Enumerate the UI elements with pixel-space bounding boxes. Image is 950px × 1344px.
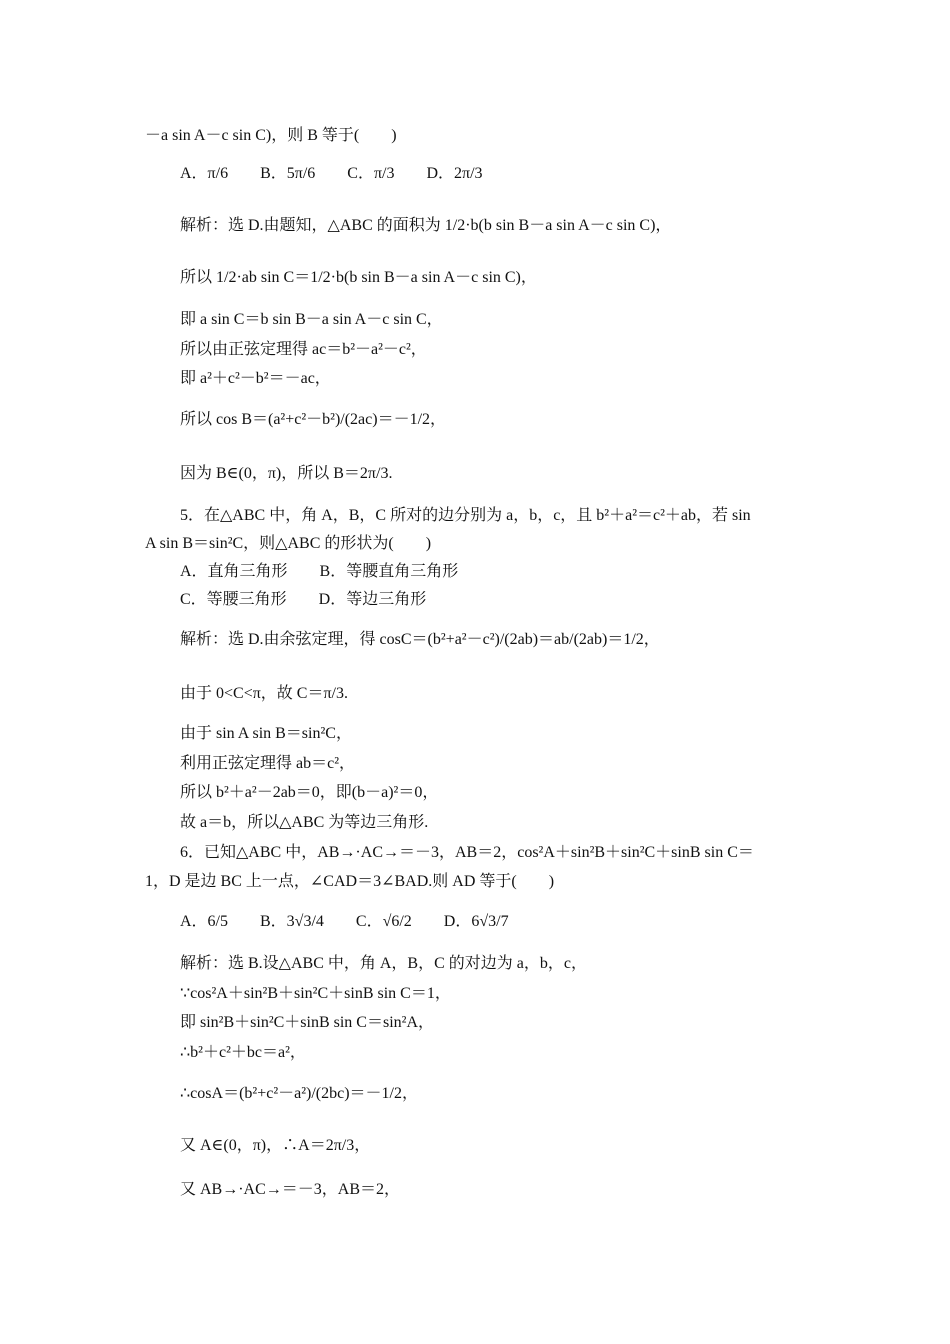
- text-line: 即 a²＋c²－b²＝－ac，: [180, 370, 331, 387]
- text-line: 5．在△ABC 中，角 A，B，C 所对的边分别为 a，b，c，且 b²＋a²＝c²＋ab，若 sin: [180, 507, 751, 524]
- text-line: 解析：选 D.由余弦定理，得 cosC＝(b²+a²－c²)/(2ab)＝ab/(2ab)＝1/2，: [180, 631, 660, 648]
- text-line: A．π/6 B．5π/6 C．π/3 D．2π/3: [180, 165, 483, 182]
- text-line: 利用正弦定理得 ab＝c²，: [180, 755, 356, 772]
- text-line: A sin B＝sin²C，则△ABC 的形状为( ): [145, 535, 432, 552]
- text-line: ∴cosA＝(b²+c²－a²)/(2bc)＝－1/2，: [180, 1085, 418, 1102]
- text-line: C．等腰三角形 D．等边三角形: [180, 591, 427, 608]
- text-line: 由于 sin A sin B＝sin²C，: [180, 725, 352, 742]
- text-line: 1，D 是边 BC 上一点，∠CAD＝3∠BAD.则 AD 等于( ): [145, 873, 555, 890]
- text-line: 又 AB→·AC→＝－3，AB＝2，: [180, 1181, 401, 1198]
- text-line: 故 a＝b，所以△ABC 为等边三角形.: [180, 814, 429, 831]
- text-line: 即 a sin C＝b sin B－a sin A－c sin C，: [180, 311, 443, 328]
- text-line: 6．已知△ABC 中，AB→·AC→＝－3，AB＝2，cos²A＋sin²B＋sin²C＋sinB sin C＝: [180, 844, 754, 861]
- text-line: 所以由正弦定理得 ac＝b²－a²－c²，: [180, 341, 427, 358]
- text-line: 又 A∈(0，π)，∴A＝2π/3，: [180, 1137, 371, 1154]
- text-line: －a sin A－c sin C)，则 B 等于( ): [145, 127, 397, 144]
- text-line: 由于 0<C<π，故 C＝π/3.: [180, 685, 348, 702]
- text-line: 所以 1/2·ab sin C＝1/2·b(b sin B－a sin A－c sin C)，: [180, 269, 537, 286]
- text-line: A．直角三角形 B．等腰直角三角形: [180, 563, 459, 580]
- text-line: ∴b²＋c²＋bc＝a²，: [180, 1044, 306, 1061]
- text-line: ∵cos²A＋sin²B＋sin²C＋sinB sin C＝1，: [180, 985, 451, 1002]
- text-line: 即 sin²B＋sin²C＋sinB sin C＝sin²A，: [180, 1014, 434, 1031]
- text-line: 解析：选 D.由题知，△ABC 的面积为 1/2·b(b sin B－a sin A－c sin C)，: [180, 217, 672, 234]
- text-line: 解析：选 B.设△ABC 中，角 A，B，C 的对边为 a，b，c，: [180, 955, 587, 972]
- text-line: 所以 b²＋a²－2ab＝0，即(b－a)²＝0，: [180, 784, 439, 801]
- text-line: 所以 cos B＝(a²+c²－b²)/(2ac)＝－1/2，: [180, 411, 447, 428]
- text-line: 因为 B∈(0，π)，所以 B＝2π/3.: [180, 465, 393, 482]
- text-line: A．6/5 B．3√3/4 C．√6/2 D．6√3/7: [180, 913, 509, 930]
